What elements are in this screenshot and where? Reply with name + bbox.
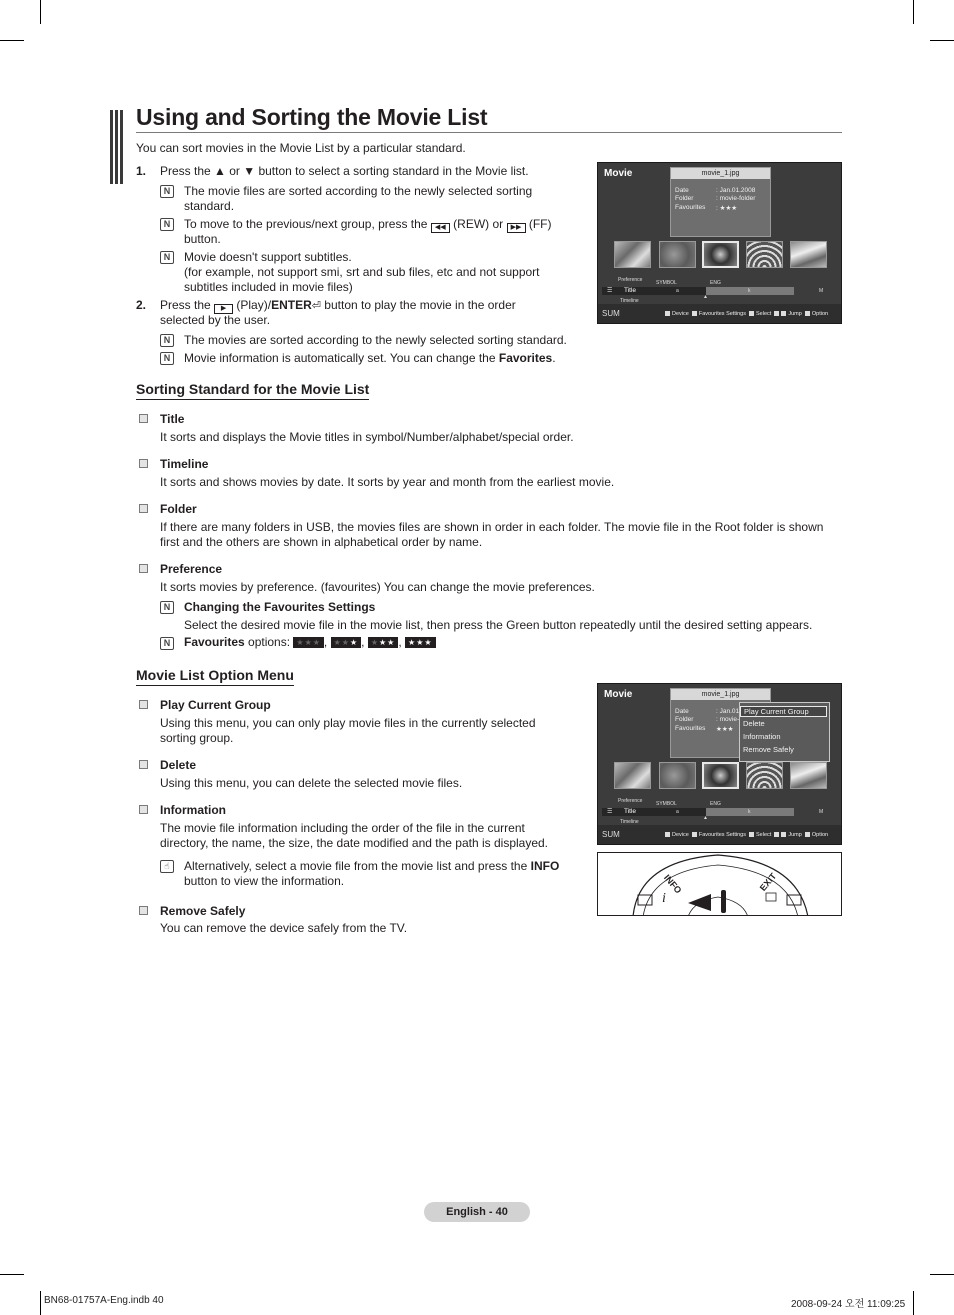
date-value: : Jan.01 bbox=[716, 708, 740, 715]
group-eng: ENG bbox=[710, 801, 721, 807]
folder-value: : movie- bbox=[716, 716, 740, 723]
guide-keys: Device Favourites Settings Select Jump Option bbox=[665, 311, 828, 317]
step-number: 2. bbox=[136, 298, 147, 312]
bar-letter: a bbox=[676, 288, 679, 294]
bar-letter: M bbox=[819, 809, 824, 815]
bar-letter: k bbox=[748, 288, 751, 294]
guide-keys: Device Favourites Settings Select Jump Option bbox=[665, 832, 828, 838]
sort-timeline: Timeline bbox=[620, 819, 639, 825]
option-play-current-group[interactable]: Play Current Group bbox=[740, 706, 827, 717]
movie-thumbnail[interactable] bbox=[614, 241, 651, 268]
bullet-square bbox=[139, 760, 148, 769]
option-remove-safely[interactable]: Remove Safely bbox=[743, 745, 794, 754]
date-slug: 2008-09-24 오전 11:09:25 bbox=[791, 1299, 906, 1310]
movie-thumbnail[interactable] bbox=[790, 241, 827, 268]
option-menu bbox=[739, 702, 830, 762]
note-text: button. bbox=[184, 232, 221, 246]
file-slug: BN68-01757A-Eng.indb 40 bbox=[44, 1295, 164, 1306]
bullet-square bbox=[139, 414, 148, 423]
note-text: Movie doesn't support subtitles. bbox=[184, 250, 352, 264]
item-desc: The movie file information including the order of the file in the current bbox=[160, 821, 525, 835]
movie-thumbnail-selected[interactable] bbox=[702, 762, 739, 789]
remote-illustration bbox=[597, 852, 842, 916]
item-label: Play Current Group bbox=[160, 698, 271, 712]
note-text: Select the desired movie file in the movie list, then press the Green button repeatedly until the desired setting appears. bbox=[184, 618, 813, 632]
step-text: Press the ▲ or ▼ button to select a sorting standard in the Movie list. bbox=[160, 164, 529, 178]
position-arrow-icon: ▲ bbox=[703, 294, 708, 300]
sort-preference: Preference bbox=[618, 277, 643, 283]
crop-mark bbox=[0, 40, 24, 41]
info-key-label: INFO bbox=[662, 872, 684, 896]
note-text: subtitles included in movie files) bbox=[184, 280, 353, 294]
movie-thumbnail[interactable] bbox=[614, 762, 651, 789]
movie-thumbnail[interactable] bbox=[746, 241, 783, 268]
movie-thumbnail[interactable] bbox=[659, 762, 696, 789]
group-symbol: SYMBOL bbox=[656, 801, 677, 807]
crop-mark bbox=[40, 1291, 41, 1315]
item-label: Remove Safely bbox=[160, 904, 246, 918]
step-text: Press the ▶ (Play)/ENTER⏎ button to play the movie in the order bbox=[160, 298, 516, 312]
movie-list-screen bbox=[597, 162, 842, 324]
sort-title: Title bbox=[624, 808, 637, 815]
folder-label: Folder bbox=[675, 195, 694, 202]
group-symbol: SYMBOL bbox=[656, 280, 677, 286]
sum-label: SUM bbox=[602, 309, 620, 318]
note-text: Movie information is automatically set. You can change the Favorites. bbox=[184, 351, 556, 365]
item-desc: first and the others are shown in alphabetical order by name. bbox=[160, 535, 483, 549]
favourites-value: ★★★ bbox=[716, 726, 734, 733]
step-number: 1. bbox=[136, 164, 147, 178]
exit-key-label: EXIT bbox=[757, 871, 779, 893]
movie-option-screen bbox=[597, 683, 842, 845]
movie-thumbnail[interactable] bbox=[790, 762, 827, 789]
item-desc: Using this menu, you can delete the selected movie files. bbox=[160, 776, 463, 790]
screen-label: Movie bbox=[604, 168, 633, 179]
item-label: Folder bbox=[160, 502, 197, 516]
note-text: The movies are sorted according to the newly selected sorting standard. bbox=[184, 333, 567, 347]
crop-mark bbox=[930, 40, 954, 41]
item-desc: It sorts and shows movies by date. It sorts by year and month from the earliest movie. bbox=[160, 475, 615, 489]
step-text: selected by the user. bbox=[160, 313, 271, 327]
stars-3-icon: ★★★ bbox=[405, 637, 436, 648]
item-label: Information bbox=[160, 803, 226, 817]
sort-timeline: Timeline bbox=[620, 298, 639, 304]
favourites-value: : ★★★ bbox=[716, 205, 738, 212]
note-icon bbox=[160, 218, 174, 231]
tip-text: button to view the information. bbox=[184, 874, 345, 888]
page-number-badge: English - 40 bbox=[424, 1202, 530, 1222]
file-name: movie_1.jpg bbox=[671, 689, 770, 700]
sort-preference: Preference bbox=[618, 798, 643, 804]
play-icon: ▶ bbox=[214, 304, 233, 314]
item-desc: If there are many folders in USB, the movies files are shown in order in each folder. The movie file in the Root folder is shown bbox=[160, 520, 824, 534]
item-desc: Using this menu, you can only play movie files in the currently selected bbox=[160, 716, 536, 730]
note-icon bbox=[160, 251, 174, 264]
note-text: The movie files are sorted according to the newly selected sorting bbox=[184, 184, 533, 198]
file-info-panel bbox=[670, 167, 771, 237]
ff-icon: ▶▶ bbox=[507, 223, 526, 233]
item-desc: It sorts and displays the Movie titles in symbol/Number/alphabet/special order. bbox=[160, 430, 574, 444]
note-text: To move to the previous/next group, press the ◀◀ (REW) or ▶▶ (FF) bbox=[184, 217, 552, 231]
movie-thumbnail-selected[interactable] bbox=[702, 241, 739, 268]
remote-drawing bbox=[598, 853, 842, 916]
tip-icon bbox=[160, 860, 174, 873]
crop-mark bbox=[40, 0, 41, 24]
folder-label: Folder bbox=[675, 716, 694, 723]
bullet-square bbox=[139, 504, 148, 513]
bullet-square bbox=[139, 459, 148, 468]
bullet-square bbox=[139, 700, 148, 709]
note-icon bbox=[160, 334, 174, 347]
date-label: Date bbox=[675, 708, 689, 715]
item-desc: It sorts movies by preference. (favourites) You can change the movie preferences. bbox=[160, 580, 595, 594]
bullet-square bbox=[139, 564, 148, 573]
sort-title: Title bbox=[624, 287, 637, 294]
option-delete[interactable]: Delete bbox=[743, 719, 765, 728]
file-name: movie_1.jpg bbox=[671, 168, 770, 179]
section-heading: Movie List Option Menu bbox=[136, 667, 294, 686]
screen-label: Movie bbox=[604, 689, 633, 700]
bullet-square bbox=[139, 906, 148, 915]
item-label: Delete bbox=[160, 758, 197, 772]
intro-text: You can sort movies in the Movie List by a particular standard. bbox=[136, 141, 466, 155]
section-heading: Sorting Standard for the Movie List bbox=[136, 381, 369, 400]
crop-mark bbox=[913, 1291, 914, 1315]
folder-value: : movie-folder bbox=[716, 195, 756, 202]
date-value: : Jan.01.2008 bbox=[716, 187, 756, 194]
crop-mark bbox=[930, 1274, 954, 1275]
menu-icon: ☰ bbox=[607, 288, 613, 294]
bar-letter: M bbox=[819, 288, 824, 294]
item-label: Title bbox=[160, 412, 185, 426]
item-desc: You can remove the device safely from the TV. bbox=[160, 921, 408, 935]
item-label: Timeline bbox=[160, 457, 209, 471]
menu-icon: ☰ bbox=[607, 809, 613, 815]
crop-mark bbox=[0, 1274, 24, 1275]
tip-text: Alternatively, select a movie file from the movie list and press the INFO bbox=[184, 859, 560, 873]
favourites-label: Favourites bbox=[675, 204, 706, 211]
stars-0-icon: ★★★ bbox=[293, 637, 324, 648]
bullet-square bbox=[139, 805, 148, 814]
bar-letter: a bbox=[676, 809, 679, 815]
note-icon bbox=[160, 185, 174, 198]
crop-mark bbox=[913, 0, 914, 24]
sum-label: SUM bbox=[602, 830, 620, 839]
movie-thumbnail[interactable] bbox=[746, 762, 783, 789]
title-rule bbox=[136, 132, 842, 133]
note-title: Changing the Favourites Settings bbox=[184, 600, 376, 614]
info-i-icon: i bbox=[662, 891, 666, 906]
item-label: Preference bbox=[160, 562, 223, 576]
option-information[interactable]: Information bbox=[743, 732, 781, 741]
bar-letter: k bbox=[748, 809, 751, 815]
note-text: standard. bbox=[184, 199, 235, 213]
item-desc: sorting group. bbox=[160, 731, 234, 745]
note-text: (for example, not support smi, srt and sub files, etc and not support bbox=[184, 265, 540, 279]
stars-2-icon: ★★★ bbox=[368, 637, 399, 648]
page-title: Using and Sorting the Movie List bbox=[136, 104, 488, 130]
item-desc: directory, the name, the size, the date modified and the path is displayed. bbox=[160, 836, 549, 850]
note-text: Favourites options: ★★★ , ★★★ , ★★★ , ★★★ bbox=[184, 635, 436, 650]
favourites-label: Favourites bbox=[675, 725, 706, 732]
note-icon bbox=[160, 352, 174, 365]
group-eng: ENG bbox=[710, 280, 721, 286]
note-icon bbox=[160, 637, 174, 650]
position-arrow-icon: ▲ bbox=[703, 815, 708, 821]
stars-1-icon: ★★★ bbox=[331, 637, 362, 648]
date-label: Date bbox=[675, 187, 689, 194]
enter-icon: ⏎ bbox=[311, 300, 321, 312]
rew-icon: ◀◀ bbox=[431, 223, 450, 233]
movie-thumbnail[interactable] bbox=[659, 241, 696, 268]
note-icon bbox=[160, 601, 174, 614]
